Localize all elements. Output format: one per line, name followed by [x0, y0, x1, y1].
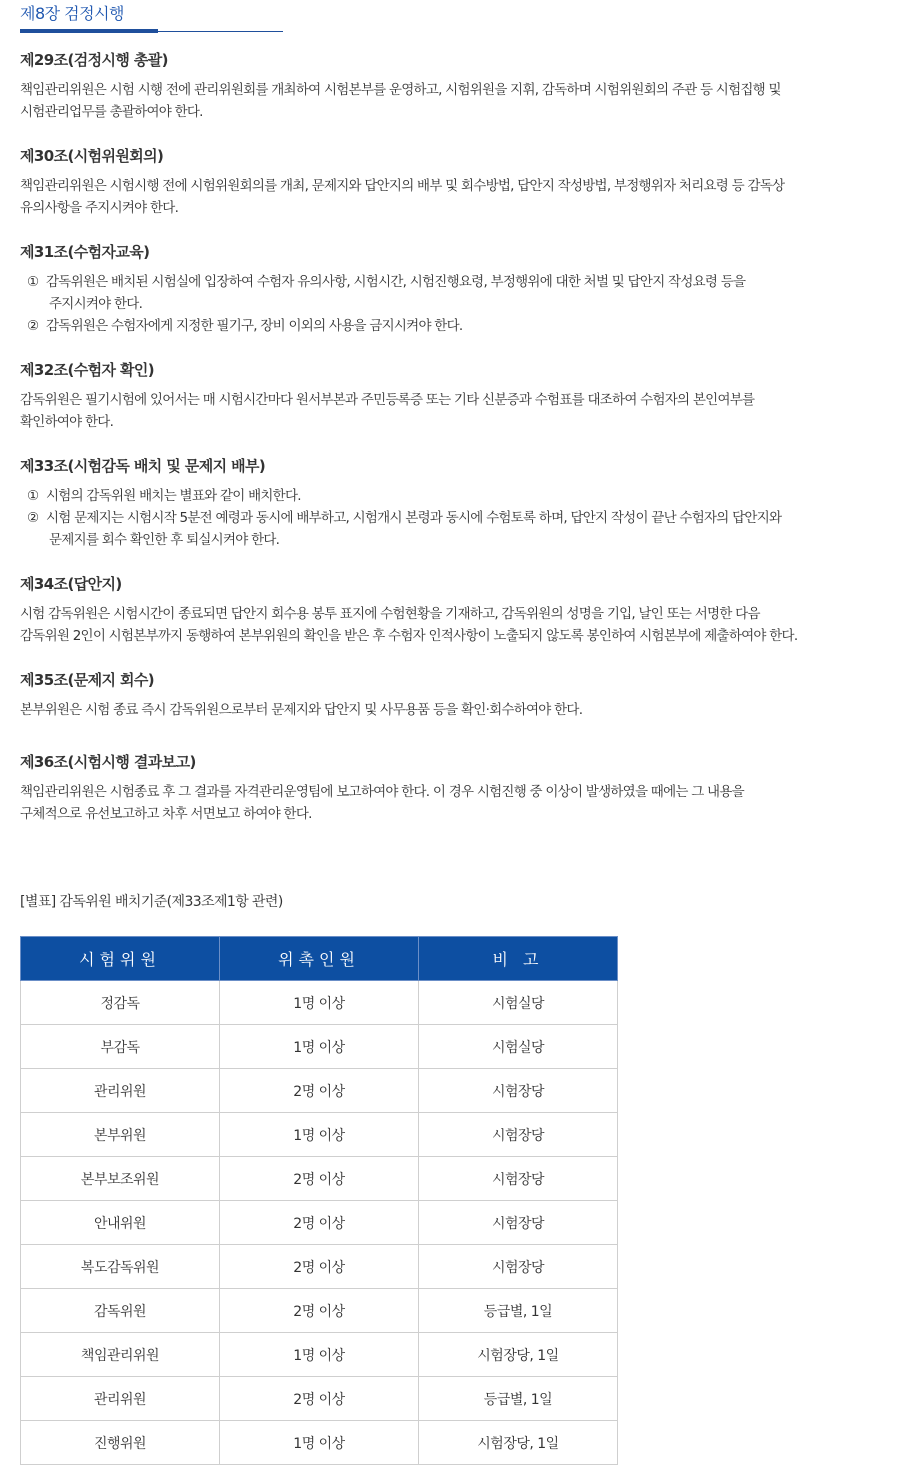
- article-title: 제29조(검정시행 총괄): [20, 51, 168, 69]
- article-33: [20, 456, 895, 551]
- item-number: ①: [27, 488, 39, 504]
- item-line: 문제지를 회수 확인한 후 퇴실시켜야 한다.: [49, 532, 280, 548]
- article-item: [20, 271, 895, 315]
- article-item: [20, 485, 895, 507]
- article-body-line: 구체적으로 유선보고하고 차후 서면보고 하여야 한다.: [20, 806, 312, 822]
- article-body-line: 시험 감독위원은 시험시간이 종료되면 답안지 회수용 봉투 표지에 수험현황을 기재하고, 감독위원의 성명을 기입, 날인 또는 서명한 다음: [20, 606, 760, 622]
- article-body-line: 유의사항을 주지시켜야 한다.: [20, 200, 179, 216]
- article-body-line: 감독위원 2인이 시험본부까지 동행하여 본부위원의 확인을 받은 후 수험자 인적사항이 노출되지 않도록 봉인하여 시험본부에 제출하여야 한다.: [20, 628, 798, 644]
- table-row: [21, 1069, 618, 1113]
- staff-allocation-table: [20, 936, 618, 1465]
- article-body-line: 책임관리위원은 시험시행 전에 시험위원회의를 개최, 문제지와 답안지의 배부 및 회수방법, 답안지 작성방법, 부정행위자 처리요령 등 감독상: [20, 178, 785, 194]
- article-title: 제33조(시험감독 배치 및 문제지 배부): [20, 457, 266, 475]
- article-body-line: 본부위원은 시험 종료 즉시 감독위원으로부터 문제지와 답안지 및 사무용품 등을 확인·회수하여야 한다.: [20, 702, 583, 718]
- cell-note: 시험실당: [419, 1025, 618, 1069]
- article-title: 제34조(답안지): [20, 575, 122, 593]
- cell-role: 부감독: [21, 1025, 220, 1069]
- table-row: [21, 1377, 618, 1421]
- table-row: [21, 1245, 618, 1289]
- article-item: [20, 315, 895, 337]
- article-31: [20, 242, 895, 337]
- article-body-line: 시험관리업무를 총괄하여야 한다.: [20, 104, 203, 120]
- cell-count: 1명 이상: [220, 1025, 419, 1069]
- article-item: [20, 507, 895, 551]
- article-title: 제36조(시험시행 결과보고): [20, 753, 196, 771]
- article-body-line: 책임관리위원은 시험 시행 전에 관리위원회를 개최하여 시험본부를 운영하고, 시험위원을 지휘, 감독하며 시험위원회의 주관 등 시험집행 및: [20, 82, 781, 98]
- column-header-note: 비 고: [419, 937, 618, 981]
- cell-role: 본부위원: [21, 1113, 220, 1157]
- cell-count: 2명 이상: [220, 1289, 419, 1333]
- cell-note: 시험장당: [419, 1157, 618, 1201]
- article-body-line: 책임관리위원은 시험종료 후 그 결과를 자격관리운영팀에 보고하여야 한다. 이 경우 시험진행 중 이상이 발생하였을 때에는 그 내용을: [20, 784, 744, 800]
- article-title: 제32조(수험자 확인): [20, 361, 155, 379]
- cell-role: 감독위원: [21, 1289, 220, 1333]
- table-row: [21, 1025, 618, 1069]
- cell-note: 시험장당: [419, 1245, 618, 1289]
- chapter-title: 제8장 검정시행: [20, 4, 125, 23]
- item-line: 시험의 감독위원 배치는 별표와 같이 배치한다.: [46, 488, 301, 504]
- cell-count: 2명 이상: [220, 1069, 419, 1113]
- cell-role: 안내위원: [21, 1201, 220, 1245]
- cell-note: 시험장당: [419, 1113, 618, 1157]
- article-title: 제35조(문제지 회수): [20, 671, 155, 689]
- article-32: [20, 360, 895, 433]
- cell-note: 시험실당: [419, 981, 618, 1025]
- cell-count: 2명 이상: [220, 1245, 419, 1289]
- cell-note: 시험장당: [419, 1069, 618, 1113]
- cell-count: 1명 이상: [220, 981, 419, 1025]
- cell-note: 등급별, 1일: [419, 1289, 618, 1333]
- article-body-line: 감독위원은 필기시험에 있어서는 매 시험시간마다 원서부본과 주민등록증 또는 기타 신분증과 수험표를 대조하여 수험자의 본인여부를: [20, 392, 755, 408]
- article-30: [20, 146, 895, 219]
- cell-role: 책임관리위원: [21, 1333, 220, 1377]
- table-row: [21, 1157, 618, 1201]
- table-row: [21, 1289, 618, 1333]
- cell-count: 1명 이상: [220, 1113, 419, 1157]
- item-line: 감독위원은 수험자에게 지정한 필기구, 장비 이외의 사용을 금지시켜야 한다.: [46, 318, 463, 334]
- chapter-underline-accent: [20, 29, 158, 33]
- item-number: ②: [27, 510, 39, 526]
- cell-role: 관리위원: [21, 1377, 220, 1421]
- table-caption: [별표] 감독위원 배치기준(제33조제1항 관련): [20, 894, 283, 910]
- cell-count: 2명 이상: [220, 1157, 419, 1201]
- column-header-count: 위촉인원: [220, 937, 419, 981]
- table-header-row: [21, 937, 618, 981]
- article-29: [20, 50, 895, 123]
- article-title: 제30조(시험위원회의): [20, 147, 164, 165]
- article-35: [20, 670, 895, 721]
- cell-role: 진행위원: [21, 1421, 220, 1465]
- cell-count: 1명 이상: [220, 1421, 419, 1465]
- item-line: 감독위원은 배치된 시험실에 입장하여 수험자 유의사항, 시험시간, 시험진행요령, 부정행위에 대한 처벌 및 답안지 작성요령 등을: [46, 274, 746, 290]
- cell-role: 본부보조위원: [21, 1157, 220, 1201]
- cell-role: 복도감독위원: [21, 1245, 220, 1289]
- item-line: 주지시켜야 한다.: [49, 296, 143, 312]
- table-row: [21, 1333, 618, 1377]
- item-number: ①: [27, 274, 39, 290]
- article-36: [20, 752, 895, 825]
- cell-note: 등급별, 1일: [419, 1377, 618, 1421]
- cell-count: 2명 이상: [220, 1377, 419, 1421]
- column-header-role: 시험위원: [21, 937, 220, 981]
- article-title: 제31조(수험자교육): [20, 243, 150, 261]
- article-34: [20, 574, 895, 647]
- cell-role: 정감독: [21, 981, 220, 1025]
- table-row: [21, 1421, 618, 1465]
- table-row: [21, 1201, 618, 1245]
- item-line: 시험 문제지는 시험시작 5분전 예령과 동시에 배부하고, 시험개시 본령과 동시에 수험토록 하며, 답안지 작성이 끝난 수험자의 답안지와: [46, 510, 782, 526]
- cell-note: 시험장당: [419, 1201, 618, 1245]
- table-row: [21, 981, 618, 1025]
- cell-note: 시험장당, 1일: [419, 1333, 618, 1377]
- table-row: [21, 1113, 618, 1157]
- cell-count: 2명 이상: [220, 1201, 419, 1245]
- chapter-heading: [20, 0, 283, 32]
- cell-count: 1명 이상: [220, 1333, 419, 1377]
- cell-note: 시험장당, 1일: [419, 1421, 618, 1465]
- cell-role: 관리위원: [21, 1069, 220, 1113]
- article-body-line: 확인하여야 한다.: [20, 414, 114, 430]
- item-number: ②: [27, 318, 39, 334]
